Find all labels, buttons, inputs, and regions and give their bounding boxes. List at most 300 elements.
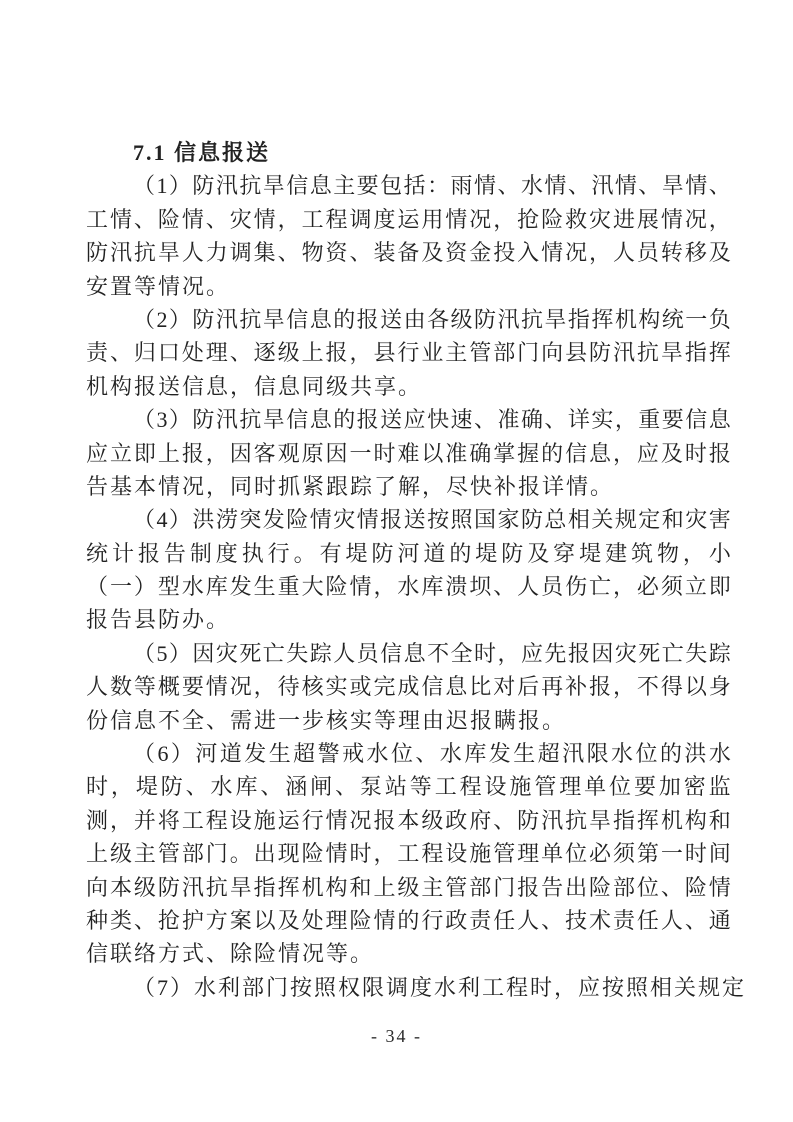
char: 时	[684, 440, 707, 466]
page-footer	[0, 1023, 793, 1049]
char: 涝	[215, 507, 238, 533]
char: 信	[286, 306, 309, 332]
char: 、	[708, 173, 731, 199]
char: 送	[380, 306, 403, 332]
paragraph-line: 告基本情况，同时抓紧跟踪了解，尽快补报详情。	[86, 473, 615, 499]
char: ，	[682, 540, 705, 566]
char: 的	[333, 407, 356, 433]
char: 报	[356, 306, 379, 332]
char: 入	[517, 240, 540, 266]
char: 生	[513, 741, 536, 767]
char: 密	[683, 774, 706, 800]
char: 测	[86, 807, 109, 833]
char: 、	[229, 340, 252, 366]
char: 门	[205, 841, 228, 867]
paragraph	[86, 971, 747, 1004]
char: 汛	[215, 306, 238, 332]
char: 挥	[277, 874, 300, 900]
char: 库	[421, 574, 444, 600]
char: 立	[109, 440, 132, 466]
char: 上	[86, 841, 109, 867]
char: 装	[373, 240, 396, 266]
char: 况	[349, 807, 372, 833]
char: ：	[427, 173, 450, 199]
char: 涵	[285, 774, 308, 800]
char: 时	[349, 841, 372, 867]
char: 完	[373, 674, 396, 700]
char: 堤	[579, 540, 602, 566]
document-body	[86, 136, 747, 1004]
char: 亡	[589, 574, 612, 600]
paragraph-line	[86, 637, 731, 670]
char: 管	[469, 340, 492, 366]
char: 抢	[157, 907, 180, 933]
char: 并	[133, 807, 156, 833]
char: 机	[660, 807, 683, 833]
char: 息	[708, 407, 731, 433]
char: 型	[157, 574, 180, 600]
char: 责	[612, 907, 635, 933]
char: 级	[421, 807, 444, 833]
char: 灾	[685, 507, 708, 533]
char: 生	[253, 574, 276, 600]
char: 重	[638, 407, 661, 433]
char: 发	[488, 741, 511, 767]
char: 程	[421, 841, 444, 867]
paragraph-line	[86, 437, 731, 470]
char: 因	[591, 640, 614, 666]
paragraph-line	[86, 169, 731, 202]
char: 、	[133, 206, 156, 232]
char: 情	[660, 206, 683, 232]
char: ，	[109, 807, 132, 833]
char: 定	[638, 507, 661, 533]
char: 情	[474, 173, 497, 199]
char: 度	[215, 540, 238, 566]
char: 况	[229, 674, 252, 700]
char: 逐	[253, 340, 276, 366]
char: 、	[109, 340, 132, 366]
char: 汛	[497, 306, 520, 332]
char: 超	[537, 741, 560, 767]
char: 员	[356, 640, 379, 666]
char: 级	[109, 841, 132, 867]
char: 转	[660, 240, 683, 266]
char: 以	[684, 674, 707, 700]
char: 机	[301, 874, 324, 900]
char: 。	[293, 540, 316, 566]
char: 报	[708, 440, 731, 466]
char: 方	[205, 907, 228, 933]
char: 指	[253, 874, 276, 900]
char: 一	[349, 440, 372, 466]
char: 由	[403, 306, 426, 332]
char: 发	[229, 574, 252, 600]
char: 加	[658, 774, 681, 800]
char: 及	[277, 907, 300, 933]
char: 险	[684, 874, 707, 900]
char: 物	[301, 240, 324, 266]
char: 护	[181, 907, 204, 933]
char: 、	[349, 240, 372, 266]
char: 设	[445, 841, 468, 867]
char: 指	[567, 306, 590, 332]
char: 险	[286, 507, 309, 533]
char: 报	[356, 407, 379, 433]
char: 险	[349, 907, 372, 933]
char: 确	[520, 407, 543, 433]
char: 情	[614, 173, 637, 199]
char: ，	[614, 407, 637, 433]
char: 抗	[520, 306, 543, 332]
char: （	[133, 173, 156, 199]
char: 抗	[133, 240, 156, 266]
paragraph-line: （7）水利部门按照权限调度水利工程时，应按照相关规定	[133, 974, 747, 1000]
char: 备	[397, 240, 420, 266]
char: 技	[565, 907, 588, 933]
char: 案	[229, 907, 252, 933]
char: 及	[660, 440, 683, 466]
char: 人	[181, 240, 204, 266]
char: 实	[591, 407, 614, 433]
paragraph	[86, 169, 731, 303]
char: 握	[517, 440, 540, 466]
char: 按	[427, 507, 450, 533]
char: 防	[474, 306, 497, 332]
char: 时	[86, 774, 109, 800]
char: 送	[380, 407, 403, 433]
char: 、	[415, 741, 438, 767]
char: 核	[301, 674, 324, 700]
char: 概	[157, 674, 180, 700]
char: 报	[380, 507, 403, 533]
char: 位	[565, 841, 588, 867]
char: 息	[309, 306, 332, 332]
char: 任	[493, 907, 516, 933]
char: 告	[163, 540, 186, 566]
char: 程	[205, 807, 228, 833]
char: 行	[397, 340, 420, 366]
char: 单	[584, 774, 607, 800]
char: 调	[349, 206, 372, 232]
char: 本	[397, 807, 420, 833]
char: ）	[168, 640, 191, 666]
char: 部	[612, 874, 635, 900]
char: 超	[293, 741, 316, 767]
char: 情	[356, 507, 379, 533]
paragraph-line: 份信息不全、需进一步核实等理由迟报瞒报。	[86, 707, 567, 733]
paragraph-line	[86, 236, 731, 269]
char: 展	[636, 206, 659, 232]
char: 投	[493, 240, 516, 266]
char: 员	[541, 574, 564, 600]
char: 一	[660, 841, 683, 867]
char: 、	[660, 874, 683, 900]
char: 原	[301, 440, 324, 466]
char: 种	[86, 907, 109, 933]
char: 踪	[708, 640, 731, 666]
char: 险	[301, 841, 324, 867]
char: 汛	[181, 874, 204, 900]
char: 等	[409, 774, 432, 800]
char: 工	[181, 807, 204, 833]
char: 相	[567, 507, 590, 533]
char: 括	[403, 173, 426, 199]
char: 旱	[262, 306, 285, 332]
char: 情	[544, 173, 567, 199]
char: 现	[277, 841, 300, 867]
paragraph-line: 安置等情况。	[86, 273, 231, 299]
char: 设	[229, 807, 252, 833]
char: 报	[373, 807, 396, 833]
char: 5	[156, 640, 168, 666]
char: 一	[109, 574, 132, 600]
char: 4	[156, 507, 168, 533]
char: 立	[684, 574, 707, 600]
char: 府	[469, 807, 492, 833]
char: 失	[286, 640, 309, 666]
char: 政	[445, 807, 468, 833]
paragraph	[86, 637, 731, 737]
char: 位	[609, 774, 632, 800]
char: 力	[205, 240, 228, 266]
char: 应	[636, 440, 659, 466]
char: 、	[260, 774, 283, 800]
char: （	[133, 306, 156, 332]
char: 、	[133, 907, 156, 933]
char: 河	[195, 741, 218, 767]
char: 家	[497, 507, 520, 533]
char: 挥	[708, 340, 731, 366]
char: ）	[168, 407, 191, 433]
char: 归	[133, 340, 156, 366]
char: 出	[565, 874, 588, 900]
char: 向	[541, 340, 564, 366]
paragraph-line: 机构报送信息，信息同级共享。	[86, 373, 423, 399]
char: 库	[464, 741, 487, 767]
char: 不	[636, 674, 659, 700]
char: 客	[253, 440, 276, 466]
char: 应	[86, 440, 109, 466]
char: 身	[708, 674, 731, 700]
char: 行	[421, 907, 444, 933]
char: 、	[335, 774, 358, 800]
char: 全	[450, 640, 473, 666]
char: 处	[181, 340, 204, 366]
char: 旱	[661, 173, 684, 199]
char: 息	[309, 407, 332, 433]
char: 防	[160, 774, 183, 800]
char: 情	[205, 674, 228, 700]
char: 发	[244, 741, 267, 767]
char: 况	[469, 206, 492, 232]
char: ，	[277, 206, 300, 232]
char: 穿	[553, 540, 576, 566]
char: 挥	[591, 306, 614, 332]
char: 详	[567, 407, 590, 433]
char: （	[133, 407, 156, 433]
char: （	[133, 507, 156, 533]
char: 防	[157, 874, 180, 900]
char: 级	[133, 874, 156, 900]
char: 抢	[517, 206, 540, 232]
paragraph	[86, 737, 731, 971]
char: 防	[520, 507, 543, 533]
char: 息	[445, 674, 468, 700]
char: 管	[157, 841, 180, 867]
char: 主	[445, 340, 468, 366]
char: 2	[156, 306, 168, 332]
char: 道	[423, 540, 446, 566]
char: 道	[219, 741, 242, 767]
char: 理	[517, 841, 540, 867]
char: 情	[541, 240, 564, 266]
char: 员	[636, 240, 659, 266]
char: 上	[301, 340, 324, 366]
char: 及	[708, 240, 731, 266]
char: 、	[497, 173, 520, 199]
char: 人	[660, 907, 683, 933]
char: ，	[253, 674, 276, 700]
char: 情	[373, 907, 396, 933]
char: 构	[684, 807, 707, 833]
char: ，	[497, 640, 520, 666]
char: 理	[559, 774, 582, 800]
paragraph-line	[86, 670, 731, 703]
char: 监	[708, 774, 731, 800]
char: 或	[349, 674, 372, 700]
char: 行	[267, 540, 290, 566]
char: 汛	[612, 340, 635, 366]
char: 防	[371, 540, 394, 566]
char: 1	[156, 173, 168, 199]
char: ，	[612, 574, 635, 600]
char: 应	[403, 407, 426, 433]
char: ，	[612, 440, 635, 466]
char: 旱	[157, 240, 180, 266]
char: 部	[469, 874, 492, 900]
char: 3	[156, 407, 168, 433]
char: 要	[356, 173, 379, 199]
char: 比	[469, 674, 492, 700]
char: 金	[469, 240, 492, 266]
char: 将	[157, 807, 180, 833]
char: 人	[612, 240, 635, 266]
char: 部	[493, 340, 516, 366]
char: 度	[373, 206, 396, 232]
char: 报	[567, 640, 590, 666]
char: 信	[421, 674, 444, 700]
char: 和	[708, 807, 731, 833]
char: 失	[685, 640, 708, 666]
char: 及	[527, 540, 550, 566]
char: 的	[333, 306, 356, 332]
paragraph-line	[86, 570, 731, 603]
char: 、	[544, 407, 567, 433]
char: 实	[325, 674, 348, 700]
char: 限	[586, 741, 609, 767]
char: 准	[497, 407, 520, 433]
char: 情	[325, 841, 348, 867]
char: 的	[449, 540, 472, 566]
char: （	[133, 640, 156, 666]
char: 旱	[589, 807, 612, 833]
char: 汛	[215, 173, 238, 199]
char: 进	[612, 206, 635, 232]
paragraph-line	[86, 904, 731, 937]
char: 术	[589, 907, 612, 933]
char: 快	[427, 407, 450, 433]
char: 、	[474, 407, 497, 433]
char: 对	[493, 674, 516, 700]
char: 构	[638, 306, 661, 332]
char: 情	[109, 206, 132, 232]
char: 信	[380, 640, 403, 666]
char: 通	[708, 907, 731, 933]
char: 抗	[205, 874, 228, 900]
char: 口	[157, 340, 180, 366]
char: 再	[541, 674, 564, 700]
char: 、	[684, 907, 707, 933]
char: 制	[189, 540, 212, 566]
char: 准	[445, 440, 468, 466]
char: 等	[133, 674, 156, 700]
char: 汛	[109, 240, 132, 266]
char: 信	[685, 407, 708, 433]
char: 堤	[475, 540, 498, 566]
char: 速	[450, 407, 473, 433]
char: 补	[565, 674, 588, 700]
char: 、	[205, 206, 228, 232]
char: 人	[333, 640, 356, 666]
char: 情	[325, 807, 348, 833]
char: 信	[286, 173, 309, 199]
char: 信	[286, 407, 309, 433]
char: 息	[589, 440, 612, 466]
char: 情	[708, 874, 731, 900]
char: 泵	[359, 774, 382, 800]
char: 指	[684, 340, 707, 366]
char: 汛	[562, 741, 585, 767]
char: 即	[708, 574, 731, 600]
char: 观	[277, 440, 300, 466]
char: 的	[397, 907, 420, 933]
paragraph-line	[86, 804, 731, 837]
char: 施	[253, 807, 276, 833]
char: 级	[277, 340, 300, 366]
char: 程	[459, 774, 482, 800]
char: 处	[301, 907, 324, 933]
char: ，	[205, 440, 228, 466]
char: 统	[661, 306, 684, 332]
char: 管	[534, 774, 557, 800]
char: 洪	[192, 507, 215, 533]
char: 施	[469, 841, 492, 867]
char: 河	[397, 540, 420, 566]
char: 以	[421, 440, 444, 466]
char: 指	[612, 807, 635, 833]
char: 要	[661, 407, 684, 433]
char: 情	[181, 206, 204, 232]
char: 突	[239, 507, 262, 533]
char: 难	[397, 440, 420, 466]
char: 险	[541, 206, 564, 232]
char: 及	[421, 240, 444, 266]
char: 负	[708, 306, 731, 332]
char: 待	[277, 674, 300, 700]
char: 伤	[565, 574, 588, 600]
paragraph-line	[86, 303, 731, 336]
